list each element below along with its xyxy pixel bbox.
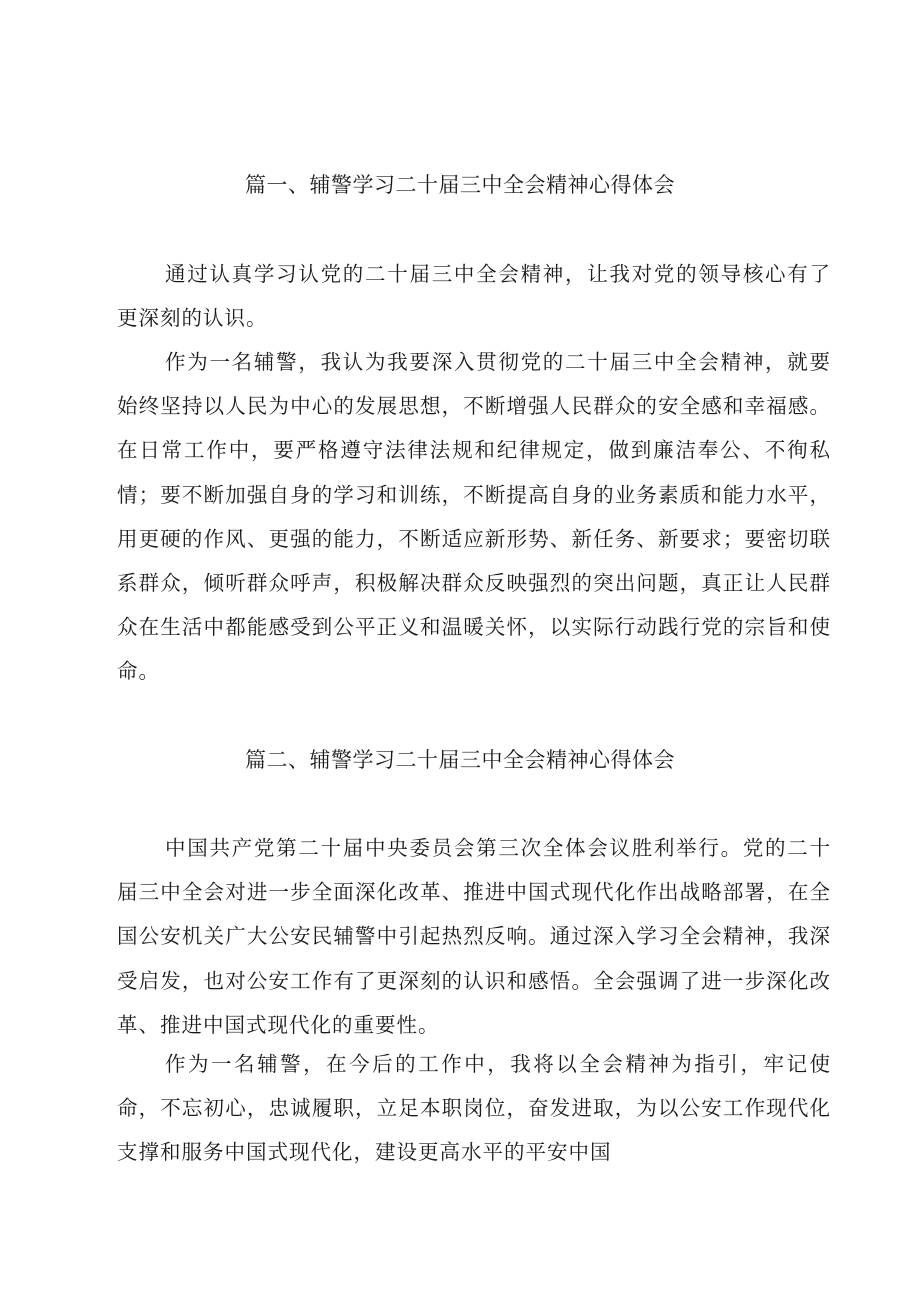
- section-2-title: 篇二、辅警学习二十届三中全会精神心得体会: [245, 748, 675, 772]
- section-2-paragraph-1: 中国共产党第二十届中央委员会第三次全体会议胜利举行。党的二十届三中全会对进一步全面深化改革、推进中国式现代化作出战略部署，在全国公安机关广大公安民辅警中引起热烈反响。通过深入学习全会精神，我深受启发，也对公安工作有了更深刻的认识和感悟。全会强调了进一步深化改革、推进中国式现代化的重要性。: [117, 836, 831, 1037]
- section-1-paragraph-2: 作为一名辅警，我认为我要深入贯彻党的二十届三中全会精神，就要始终坚持以人民为中心的发展思想，不断增强人民群众的安全感和幸福感。在日常工作中，要严格遵守法律法规和纪律规定，做到廉洁奉公、不徇私情；要不断加强自身的学习和训练，不断提高自身的业务素质和能力水平，用更硬的作风、更强的能力，不断适应新形势、新任务、新要求；要密切联系群众，倾听群众呼声，积极解决群众反映强烈的突出问题，真正让人民群众在生活中都能感受到公平正义和温暖关怀，以实际行动践行党的宗旨和使命。: [117, 350, 831, 684]
- section-1-title: 篇一、辅警学习二十届三中全会精神心得体会: [245, 173, 675, 197]
- section-2-paragraph-2: 作为一名辅警，在今后的工作中，我将以全会精神为指引，牢记使命，不忘初心，忠诚履职，立足本职岗位，奋发进取，为以公安工作现代化支撑和服务中国式现代化，建设更高水平的平安中国: [117, 1052, 831, 1165]
- section-1-paragraph-1: 通过认真学习认党的二十届三中全会精神，让我对党的领导核心有了更深刻的认识。: [117, 262, 831, 331]
